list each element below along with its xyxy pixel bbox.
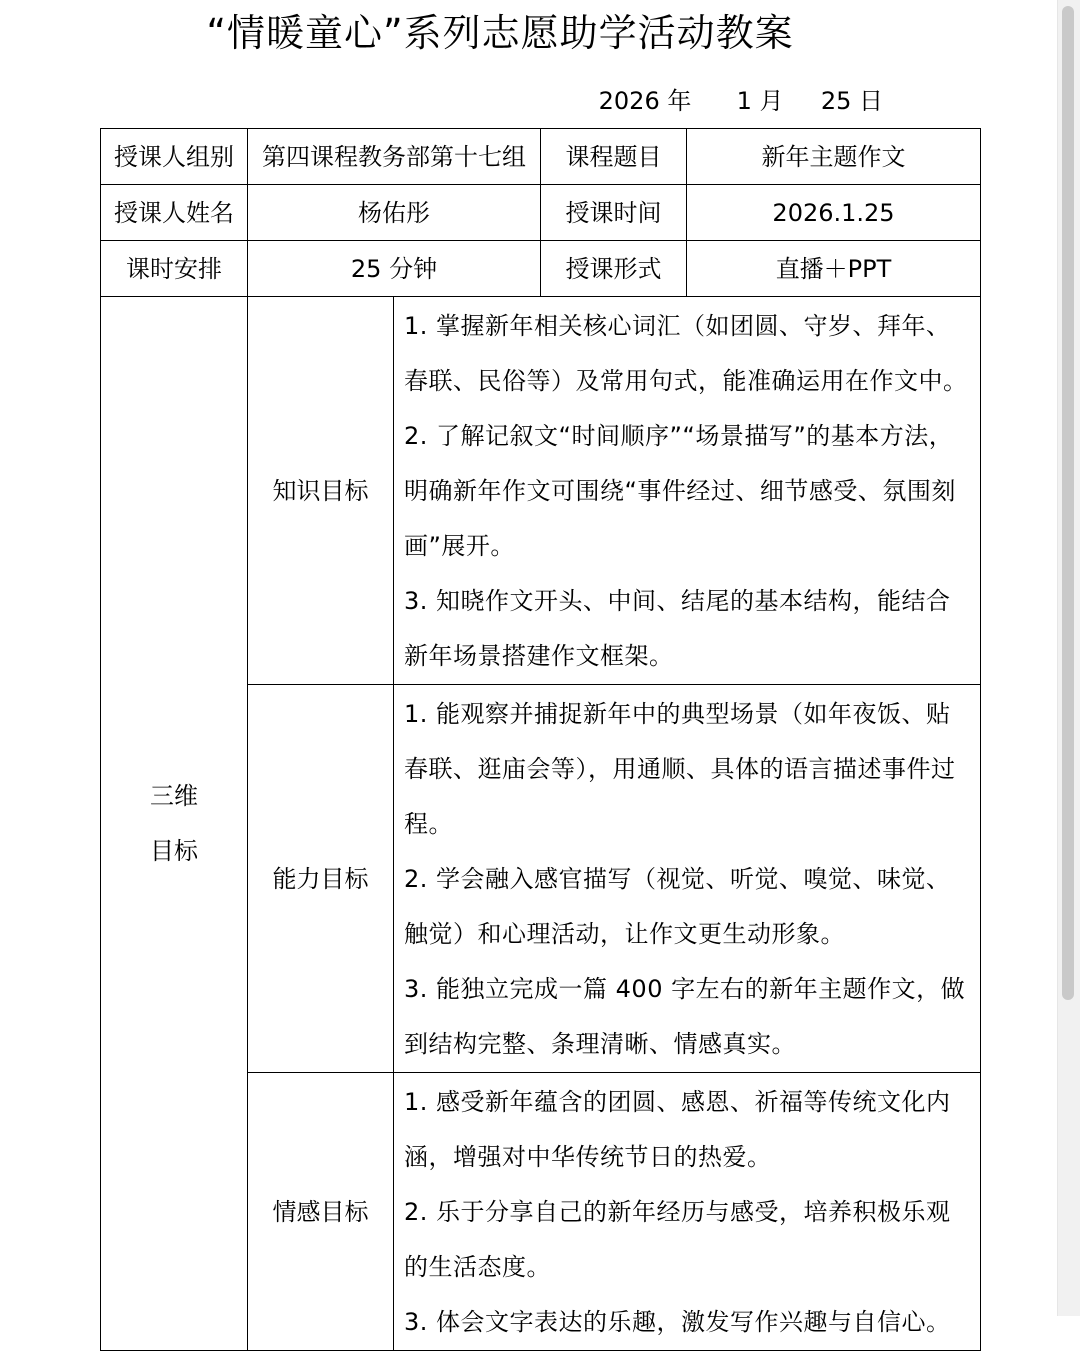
knowledge-content — [394, 297, 981, 685]
ability-content — [394, 685, 981, 1073]
topic-label: 课程题目 — [541, 129, 687, 185]
duration-label: 课时安排 — [101, 241, 248, 297]
knowledge-item-1: 1. 掌握新年相关核心词汇（如团圆、守岁、拜年、春联、民俗等）及常用句式，能准确运用在作文中。 — [404, 312, 968, 395]
emotion-label: 情感目标 — [248, 1073, 394, 1351]
date-day: 25 日 — [820, 87, 883, 115]
ability-label: 能力目标 — [248, 685, 394, 1073]
time-value: 2026.1.25 — [687, 185, 981, 241]
scrollbar-thumb[interactable] — [1062, 6, 1074, 1000]
vertical-scrollbar[interactable] — [1057, 0, 1080, 1316]
objectives-label-line2: 目标 — [150, 836, 198, 865]
group-value: 第四课程教务部第十七组 — [248, 129, 541, 185]
document-title: “情暖童心”系列志愿助学活动教案 — [206, 11, 794, 55]
ability-item-3: 3. 能独立完成一篇 400 字左右的新年主题作文，做到结构完整、条理清晰、情感真实。 — [404, 975, 966, 1058]
ability-item-1: 1. 能观察并捕捉新年中的典型场景（如年夜饭、贴春联、逛庙会等），用通顺、具体的语言描述事件过程。 — [404, 700, 956, 838]
table-row-name — [101, 185, 981, 241]
knowledge-item-3: 3. 知晓作文开头、中间、结尾的基本结构，能结合新年场景搭建作文框架。 — [404, 587, 951, 670]
knowledge-label: 知识目标 — [248, 297, 394, 685]
time-label: 授课时间 — [541, 185, 687, 241]
emotion-item-2: 2. 乐于分享自己的新年经历与感受，培养积极乐观的生活态度。 — [404, 1198, 951, 1281]
objectives-label — [101, 297, 248, 1351]
date-year: 2026 年 — [598, 87, 692, 115]
emotion-content — [394, 1073, 981, 1351]
format-label: 授课形式 — [541, 241, 687, 297]
objectives-label-line1: 三维 — [150, 781, 198, 810]
table-row-knowledge — [101, 297, 981, 685]
ability-item-2: 2. 学会融入感官描写（视觉、听觉、嗅觉、味觉、触觉）和心理活动，让作文更生动形象。 — [404, 865, 951, 948]
table-row-group — [101, 129, 981, 185]
format-value: 直播＋PPT — [687, 241, 981, 297]
table-row-duration — [101, 241, 981, 297]
lesson-plan-table — [100, 128, 981, 1351]
name-value: 杨佑彤 — [248, 185, 541, 241]
group-label: 授课人组别 — [101, 129, 248, 185]
name-label: 授课人姓名 — [101, 185, 248, 241]
knowledge-item-2: 2. 了解记叙文“时间顺序”“场景描写”的基本方法，明确新年作文可围绕“事件经过、细节感受、氛围刻画”展开。 — [404, 422, 956, 560]
emotion-item-1: 1. 感受新年蕴含的团圆、感恩、祈福等传统文化内涵，增强对中华传统节日的热爱。 — [404, 1088, 951, 1171]
date-month: 1 月 — [736, 87, 784, 115]
duration-value: 25 分钟 — [248, 241, 541, 297]
document-date — [599, 84, 883, 118]
emotion-item-3: 3. 体会文字表达的乐趣，激发写作兴趣与自信心。 — [404, 1308, 951, 1336]
topic-value: 新年主题作文 — [687, 129, 981, 185]
